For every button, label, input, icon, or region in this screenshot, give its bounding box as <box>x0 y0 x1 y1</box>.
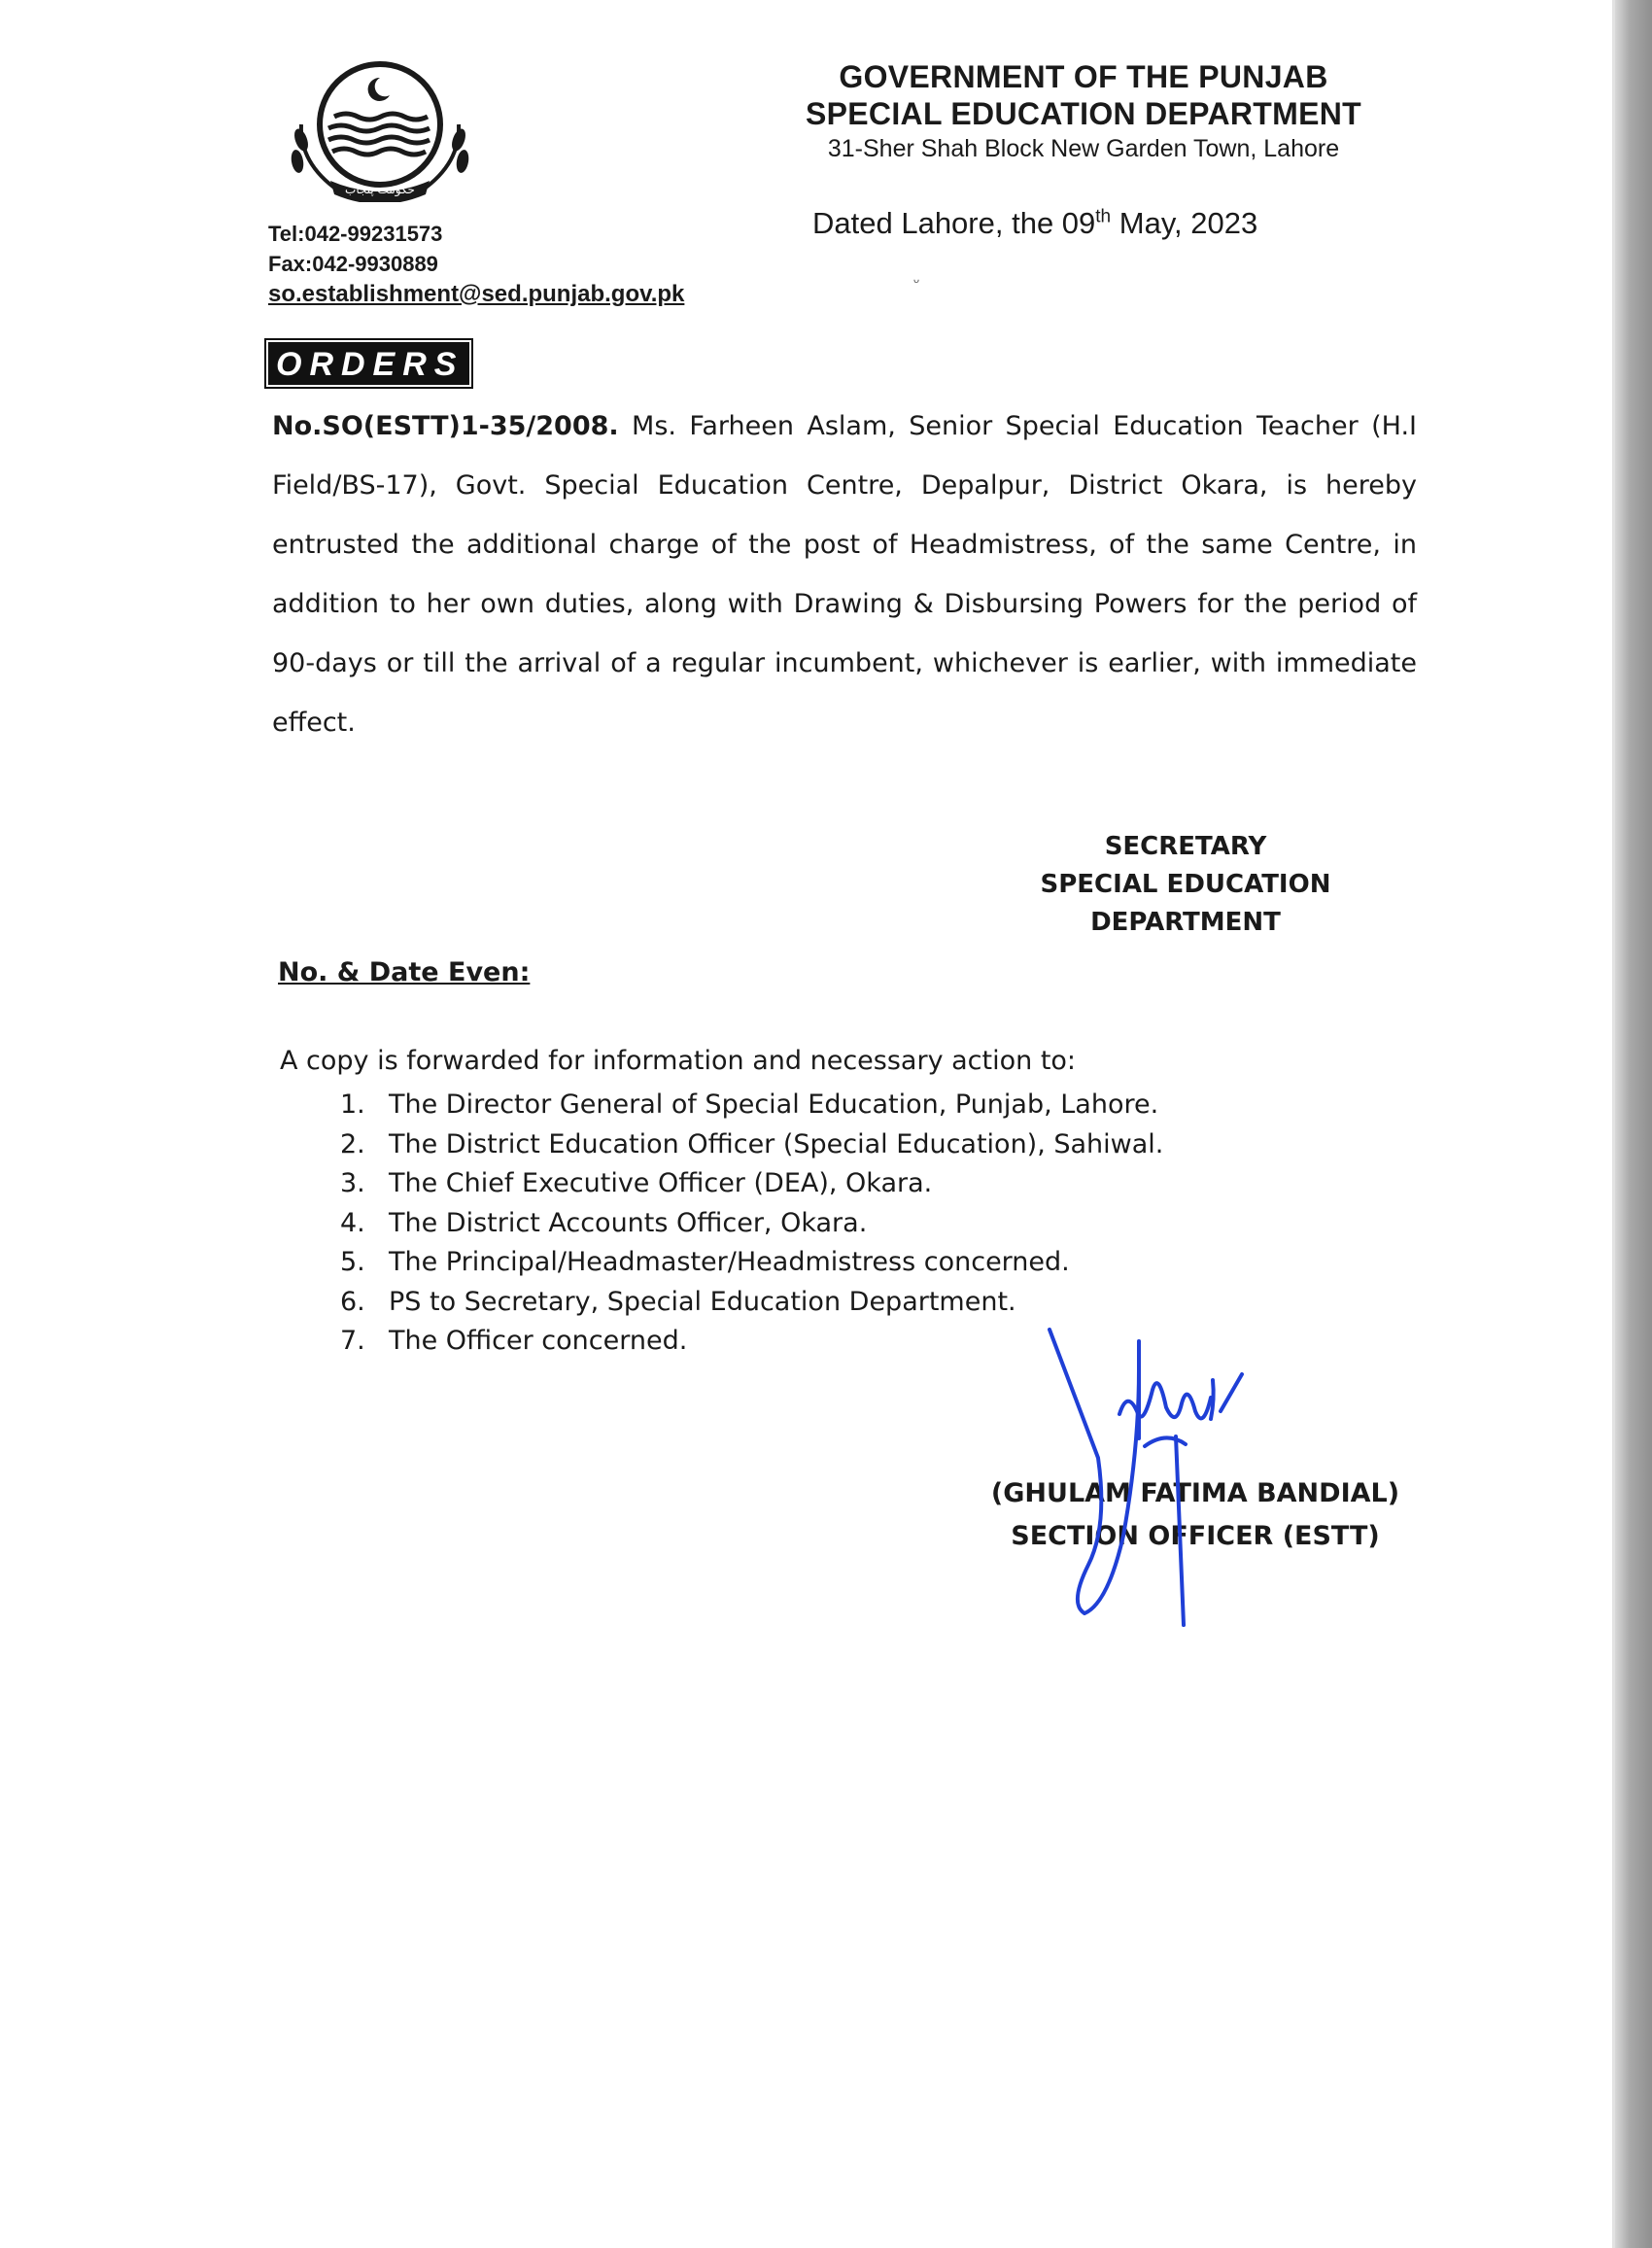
list-item: 4. The District Accounts Officer, Okara. <box>340 1207 868 1238</box>
orders-heading: ORDERS <box>268 342 469 385</box>
government-title: GOVERNMENT OF THE PUNJAB <box>839 59 1328 94</box>
list-item: 2. The District Education Officer (Special Education), Sahiwal. <box>340 1128 1164 1159</box>
punjab-government-logo <box>280 56 480 202</box>
signatory-name: (GHULAM FATIMA BANDIAL) <box>990 1478 1400 1508</box>
department-address: 31-Sher Shah Block New Garden Town, Lahore <box>827 135 1340 162</box>
secretary-line3: DEPARTMENT <box>1090 908 1281 937</box>
list-item: 3. The Chief Executive Officer (DEA), Okara. <box>340 1168 933 1198</box>
order-text: Ms. Farheen Aslam, Senior Special Education Teacher (H.I Field/BS-17), Govt. Special Education Centre, Depalpur, District Okara, is hereby entrusted the additional charge of the post of Headmistress, of the same Centre, in addition to her own duties, along with Drawing & Disbursing Powers for the period of 90-days or till the arrival of a regular incumbent, whichever is earlier, with immediate effect. <box>272 411 1417 738</box>
list-item: 1. The Director General of Special Education, Punjab, Lahore. <box>340 1089 1159 1120</box>
secretary-line1: SECRETARY <box>1104 832 1267 861</box>
signatory-title: SECTION OFFICER (ESTT) <box>1011 1521 1380 1551</box>
date-ordinal: th <box>1095 206 1112 227</box>
date-line <box>812 206 1257 241</box>
secretary-block <box>1030 828 1341 942</box>
fax-number: Fax:042-9930889 <box>268 252 438 276</box>
scan-edge <box>1615 0 1652 2248</box>
logo-text: حکومت پنجاب <box>345 183 415 196</box>
tel-number: Tel:042-99231573 <box>268 222 443 246</box>
no-date-even: No. & Date Even: <box>278 957 531 987</box>
copy-list <box>340 1086 1163 1362</box>
secretary-line2: SPECIAL EDUCATION <box>1040 870 1331 899</box>
scan-mark: ᵕ <box>913 274 920 291</box>
department-title: SPECIAL EDUCATION DEPARTMENT <box>806 96 1361 131</box>
date-prefix: Dated Lahore, the 09 <box>812 206 1096 240</box>
date-rest: May, 2023 <box>1111 206 1258 240</box>
email-address: so.establishment@sed.punjab.gov.pk <box>268 281 685 307</box>
letterhead <box>758 58 1409 165</box>
order-number: No.SO(ESTT)1-35/2008. <box>272 411 619 441</box>
list-item: 7. The Officer concerned. <box>340 1326 688 1356</box>
contact-block <box>268 219 684 309</box>
list-item: 5. The Principal/Headmaster/Headmistress concerned. <box>340 1247 1070 1277</box>
order-paragraph <box>272 397 1417 752</box>
handwritten-signature <box>1030 1322 1263 1643</box>
forwarded-text: A copy is forwarded for information and necessary action to: <box>280 1046 1077 1076</box>
list-item: 6. PS to Secretary, Special Education Department. <box>340 1286 1016 1317</box>
